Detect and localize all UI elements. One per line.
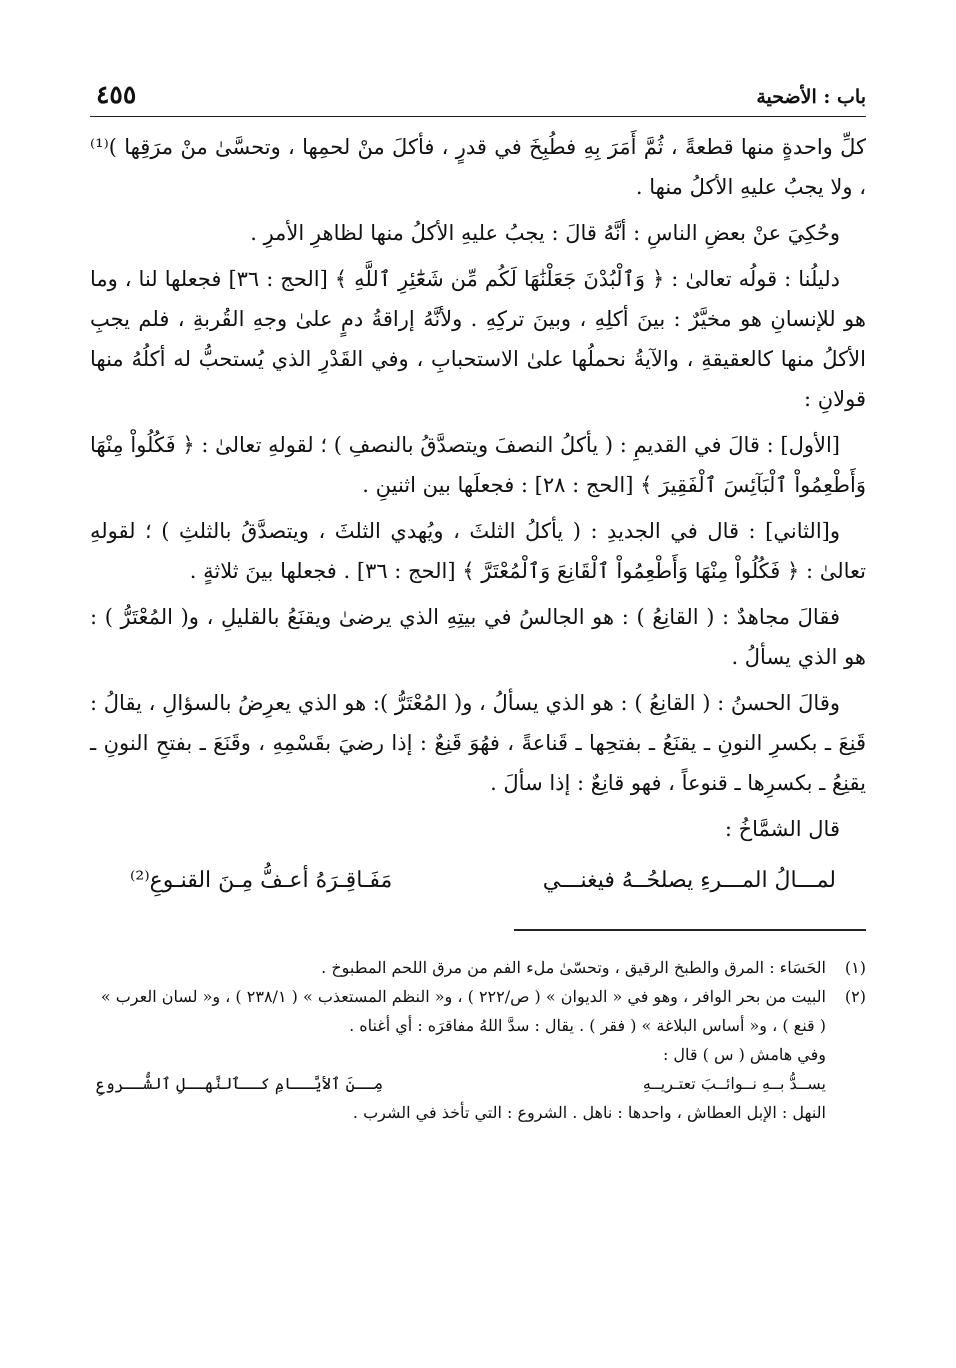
- footnote-body: [90, 982, 826, 1127]
- paragraph-7: وقالَ الحسنُ : ( القانِعُ ) : هو الذي يسألُ ، و( المُعْتَرُّ ): هو الذي يعرِضُ بالسؤالِ ، يقالُ : قَنِعَ ـ بكسرِ النونِ ـ يقنَعُ ـ بفتحِها ـ قَناعةً ، فهُوَ قَنِعٌ : إذا رضيَ بقَسْمِهِ ، وقَنَعَ ـ بفتحِ النونِ ـ يقنِعُ ـ بكسرِها ـ قنوعاً ، فهو قانِعٌ : إذا سألَ .: [90, 691, 866, 795]
- footnote-text: وفي هامش ( س ) قال :: [662, 1045, 826, 1064]
- footnote-verse-first: يســدُّ بــهِ نــوائــبَ تعتـريــهِ: [642, 1074, 826, 1093]
- footnote-separator: [514, 929, 866, 931]
- verse-first-hemistich: لمـــالُ المـــرءِ يصلحُــهُ فيغنـــي: [542, 868, 836, 893]
- paragraph-8: قال الشمَّاخُ :: [724, 817, 840, 841]
- paragraph-6: فقالَ مجاهدٌ : ( القانِعُ ) : هو الجالسُ في بيتِهِ الذي يرضىٰ ويقنَعُ بالقليلِ ، و( المُعْتَرُّ ) : هو الذي يسألُ .: [90, 605, 866, 669]
- chapter-title: باب : الأضحية: [756, 86, 866, 108]
- footnote-gloss: النهل : الإبل العطاش ، واحدها : ناهل . الشروع : التي تأخذ في الشرب .: [352, 1103, 826, 1122]
- poetry-verse: [90, 855, 866, 901]
- paragraph-1: كلِّ واحدةٍ منها قطعةً ، ثُمَّ أَمَرَ بِهِ فطُبِخَ في قدرٍ ، فأكلَ منْ لحمِها ، وتحسَّىٰ منْ مرَقِها )⁽¹⁾ ، ولا يجبُ عليهِ الأكلُ منها .: [90, 135, 866, 199]
- verse-second-hemistich: مَفَـاقِـرَهُ أعـفُّ مِـنَ القنـوعِ⁽²⁾: [130, 868, 393, 893]
- paragraph-4: [الأول] : قالَ في القديمِ : ( يأكلُ النصفَ ويتصدَّقُ بالنصفِ ) ؛ لقولهِ تعالىٰ : ﴿ فَكُلُواْ مِنْهَا وَأَطْعِمُواْ ٱلْبَآئِسَ ٱلْفَقِيرَ ﴾ [الحج : ٢٨] : فجعلَها بين اثنينِ .: [90, 433, 866, 497]
- page: [90, 78, 866, 1338]
- footnote-2: [90, 982, 866, 1127]
- page-number: ٤٥٥: [96, 80, 137, 109]
- footnote-text: الحَسَاء : المرق والطبخ الرقيق ، وتحسّىٰ ملء الفم من مرق اللحم المطبوخ .: [321, 958, 826, 977]
- footnote-number: (٢): [844, 987, 866, 1006]
- main-text: [90, 127, 866, 901]
- footnote-verse: [90, 1069, 826, 1098]
- paragraph-5: و[الثاني] : قال في الجديدِ : ( يأكلُ الثلثَ ، ويُهدي الثلثَ ، ويتصدَّقُ بالثلثِ ) ؛ لقولهِ تعالىٰ : ﴿ فَكُلُواْ مِنْهَا وَأَطْعِمُواْ ٱلْقَانِعَ وَٱلْمُعْتَرَّ ﴾ [الحج : ٣٦] . فجعلها بينَ ثلاثةٍ .: [90, 519, 866, 583]
- paragraph-3: دليلُنا : قولُه تعالىٰ : ﴿ وَٱلْبُدْنَ جَعَلْنَٰهَا لَكُم مِّن شَعَٰٓئِرِ ٱللَّهِ ﴾ [الحج : ٣٦] فجعلها لنا ، وما هو للإنسانِ هو مخيَّرٌ : بينَ أكلِهِ ، وبينَ تركِهِ . ولأنَّهُ إراقةُ دمٍ علىٰ وجهِ القُربةِ ، فلم يجبِ الأكلُ منها كالعقيقةِ ، والآيةُ نحملُها علىٰ الاستحبابِ ، وفي القَدْرِ الذي يُستحبُّ له أكلُهُ منها قولانِ :: [90, 267, 866, 411]
- footnote-number: (١): [844, 958, 866, 977]
- footnote-verse-second: مِــنَ ٱلأيَّــامِ كــٱلنَّهــلِ ٱلشُّــروعِ: [96, 1074, 384, 1093]
- running-header: [90, 78, 866, 117]
- footnote-text: البيت من بحر الوافر ، وهو في « الديوان » ( ص/٢٢٢ ) ، و« النظم المستعذب » ( ٢٣٨/١ ) ، و« لسان العرب » ( قنع ) ، و« أساس البلاغة » ( فقر ) . يقال : سدَّ اللهُ مفاقرَه : أي أغناه .: [100, 987, 826, 1035]
- footnotes: [90, 953, 866, 1127]
- paragraph-2: وحُكِيَ عنْ بعضِ الناسِ : أنَّهُ قالَ : يجبُ عليهِ الأكلُ منها لظاهرِ الأمرِ .: [250, 221, 840, 245]
- footnote-1: [90, 953, 866, 982]
